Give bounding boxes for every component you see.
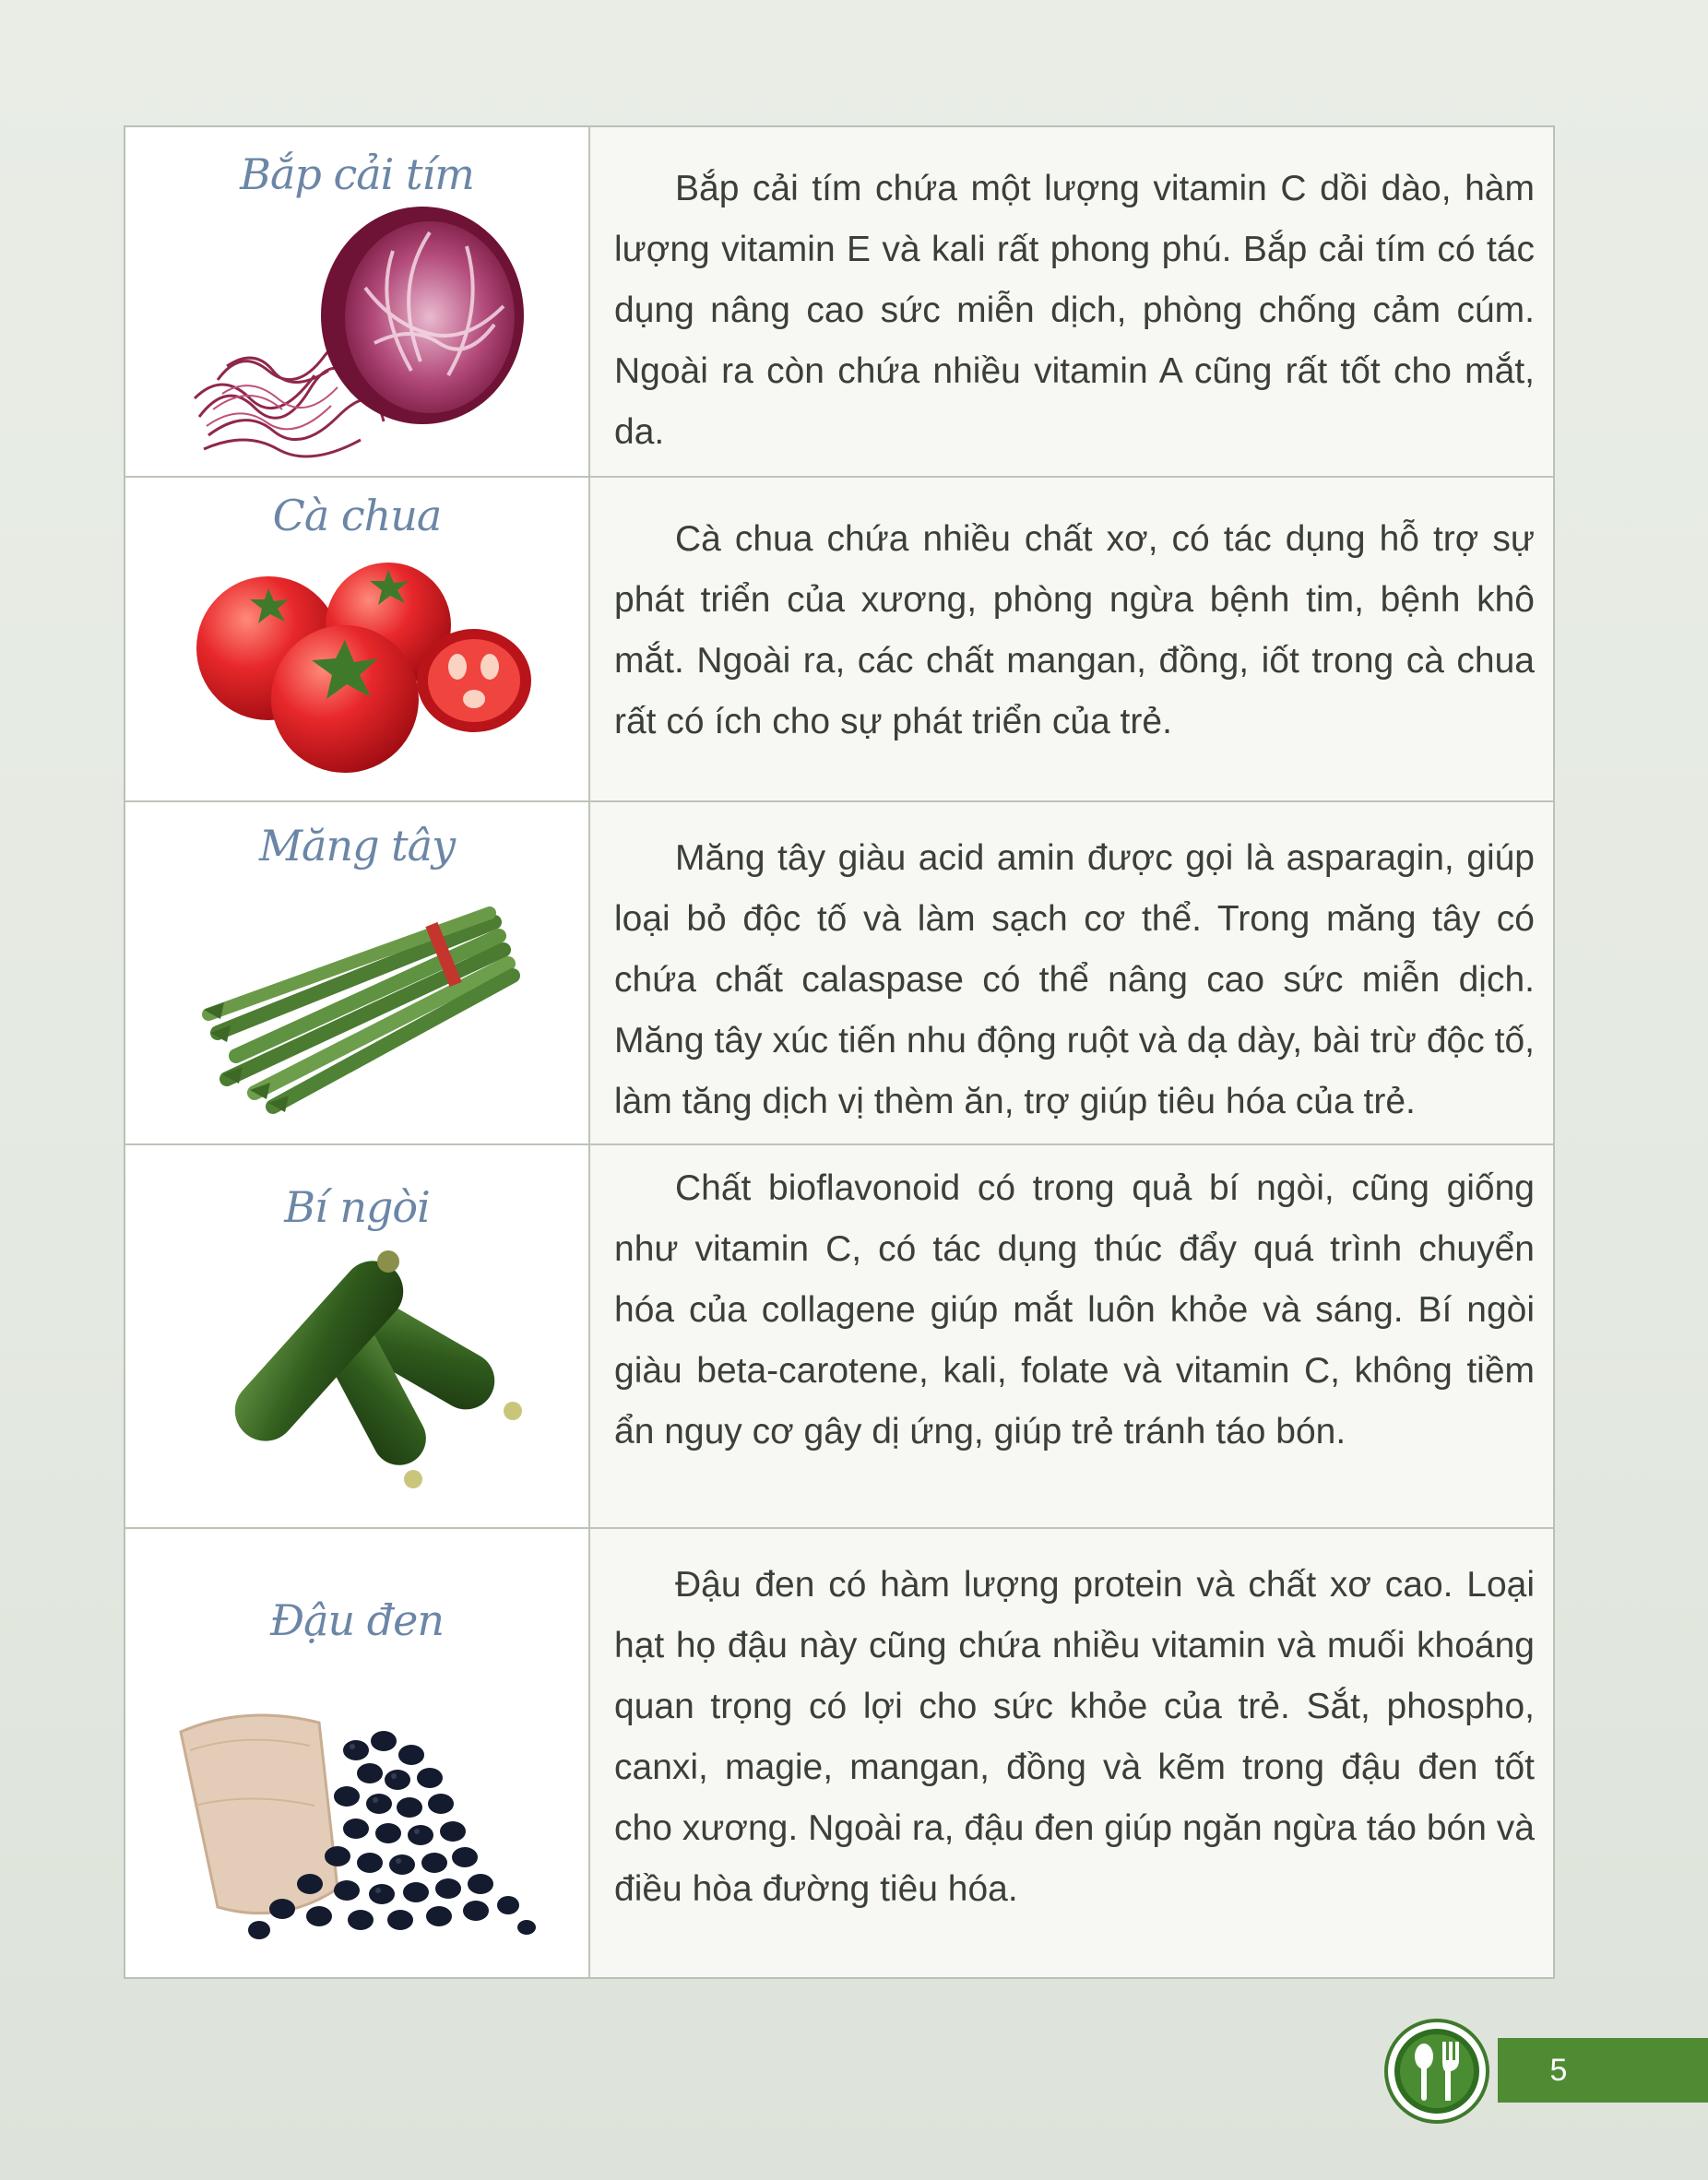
table-row [125, 1529, 1553, 1977]
vegetable-description: Măng tây giàu acid amin được gọi là asparagin, giúp loại bỏ độc tố và làm sạch cơ thể. Trong măng tây có chứa chất calaspase có thể nâng cao sức miễn dịch. Măng tây xúc tiến nhu động ruột và dạ dày, bài trừ độc tố, làm tăng dịch vị thèm ăn, trợ giúp tiêu hóa của trẻ. [614, 838, 1535, 1121]
table-row [125, 1145, 1553, 1529]
vegetable-description: Bắp cải tím chứa một lượng vitamin C dồi dào, hàm lượng vitamin E và kali rất phong phú. Bắp cải tím có tác dụng nâng cao sức miễn dịch, phòng chống cảm cúm. Ngoài ra còn chứa nhiều vitamin A cũng rất tốt cho mắt, da. [614, 169, 1535, 452]
asparagus-icon [190, 895, 540, 1116]
description-cell [590, 1145, 1553, 1527]
footer-accent-bar [1498, 2038, 1708, 2103]
vegetable-title: Bắp cải tím [240, 149, 474, 199]
description-cell [590, 478, 1553, 800]
vegetable-title: Cà chua [272, 491, 442, 540]
description-cell [590, 1529, 1553, 1977]
spoon-fork-logo-icon [1383, 2018, 1490, 2125]
vegetable-description: Đậu đen có hàm lượng protein và chất xơ cao. Loại hạt họ đậu này cũng chứa nhiều vitamin và muối khoáng quan trọng có lợi cho sức khỏe của trẻ. Sắt, phospho, canxi, magie, mangan, đồng và kẽm trong đậu đen tốt cho xương. Ngoài ra, đậu đen giúp ngăn ngừa táo bón và điều hòa đường tiêu hóa. [614, 1565, 1535, 1909]
description-cell [590, 127, 1553, 476]
zucchini-icon [199, 1247, 531, 1505]
vegetable-title: Bí ngòi [284, 1182, 430, 1232]
vegetable-title: Măng tây [258, 821, 456, 871]
vegetable-title: Đậu đen [269, 1595, 445, 1645]
vegetable-description: Cà chua chứa nhiều chất xơ, có tác dụng hỗ trợ sự phát triển của xương, phòng ngừa bệnh tim, bệnh khô mắt. Ngoài ra, các chất mangan, đồng, iốt trong cà chua rất có ích cho sự phát triển của trẻ. [614, 519, 1535, 741]
black-bean-sack-icon [172, 1695, 559, 1953]
table-row [125, 478, 1553, 802]
vegetable-description: Chất bioflavonoid có trong quả bí ngòi, cũng giống như vitamin C, có tác dụng thúc đẩy quá trình chuyển hóa của collagene giúp mắt luôn khỏe và sáng. Bí ngòi giàu beta-carotene, kali, folate và vitamin C, không tiềm ẩn nguy cơ gây dị ứng, giúp trẻ tránh táo bón. [614, 1168, 1535, 1451]
vegetable-table [124, 125, 1555, 1979]
red-cabbage-icon [181, 205, 550, 463]
description-cell [590, 802, 1553, 1143]
table-row [125, 802, 1553, 1145]
image-cell [125, 1529, 590, 1977]
image-cell [125, 1145, 590, 1527]
image-cell [125, 127, 590, 476]
tomato-icon [181, 551, 550, 782]
image-cell [125, 802, 590, 1143]
table-row [125, 127, 1553, 478]
page-number: 5 [1549, 2053, 1568, 2088]
image-cell [125, 478, 590, 800]
